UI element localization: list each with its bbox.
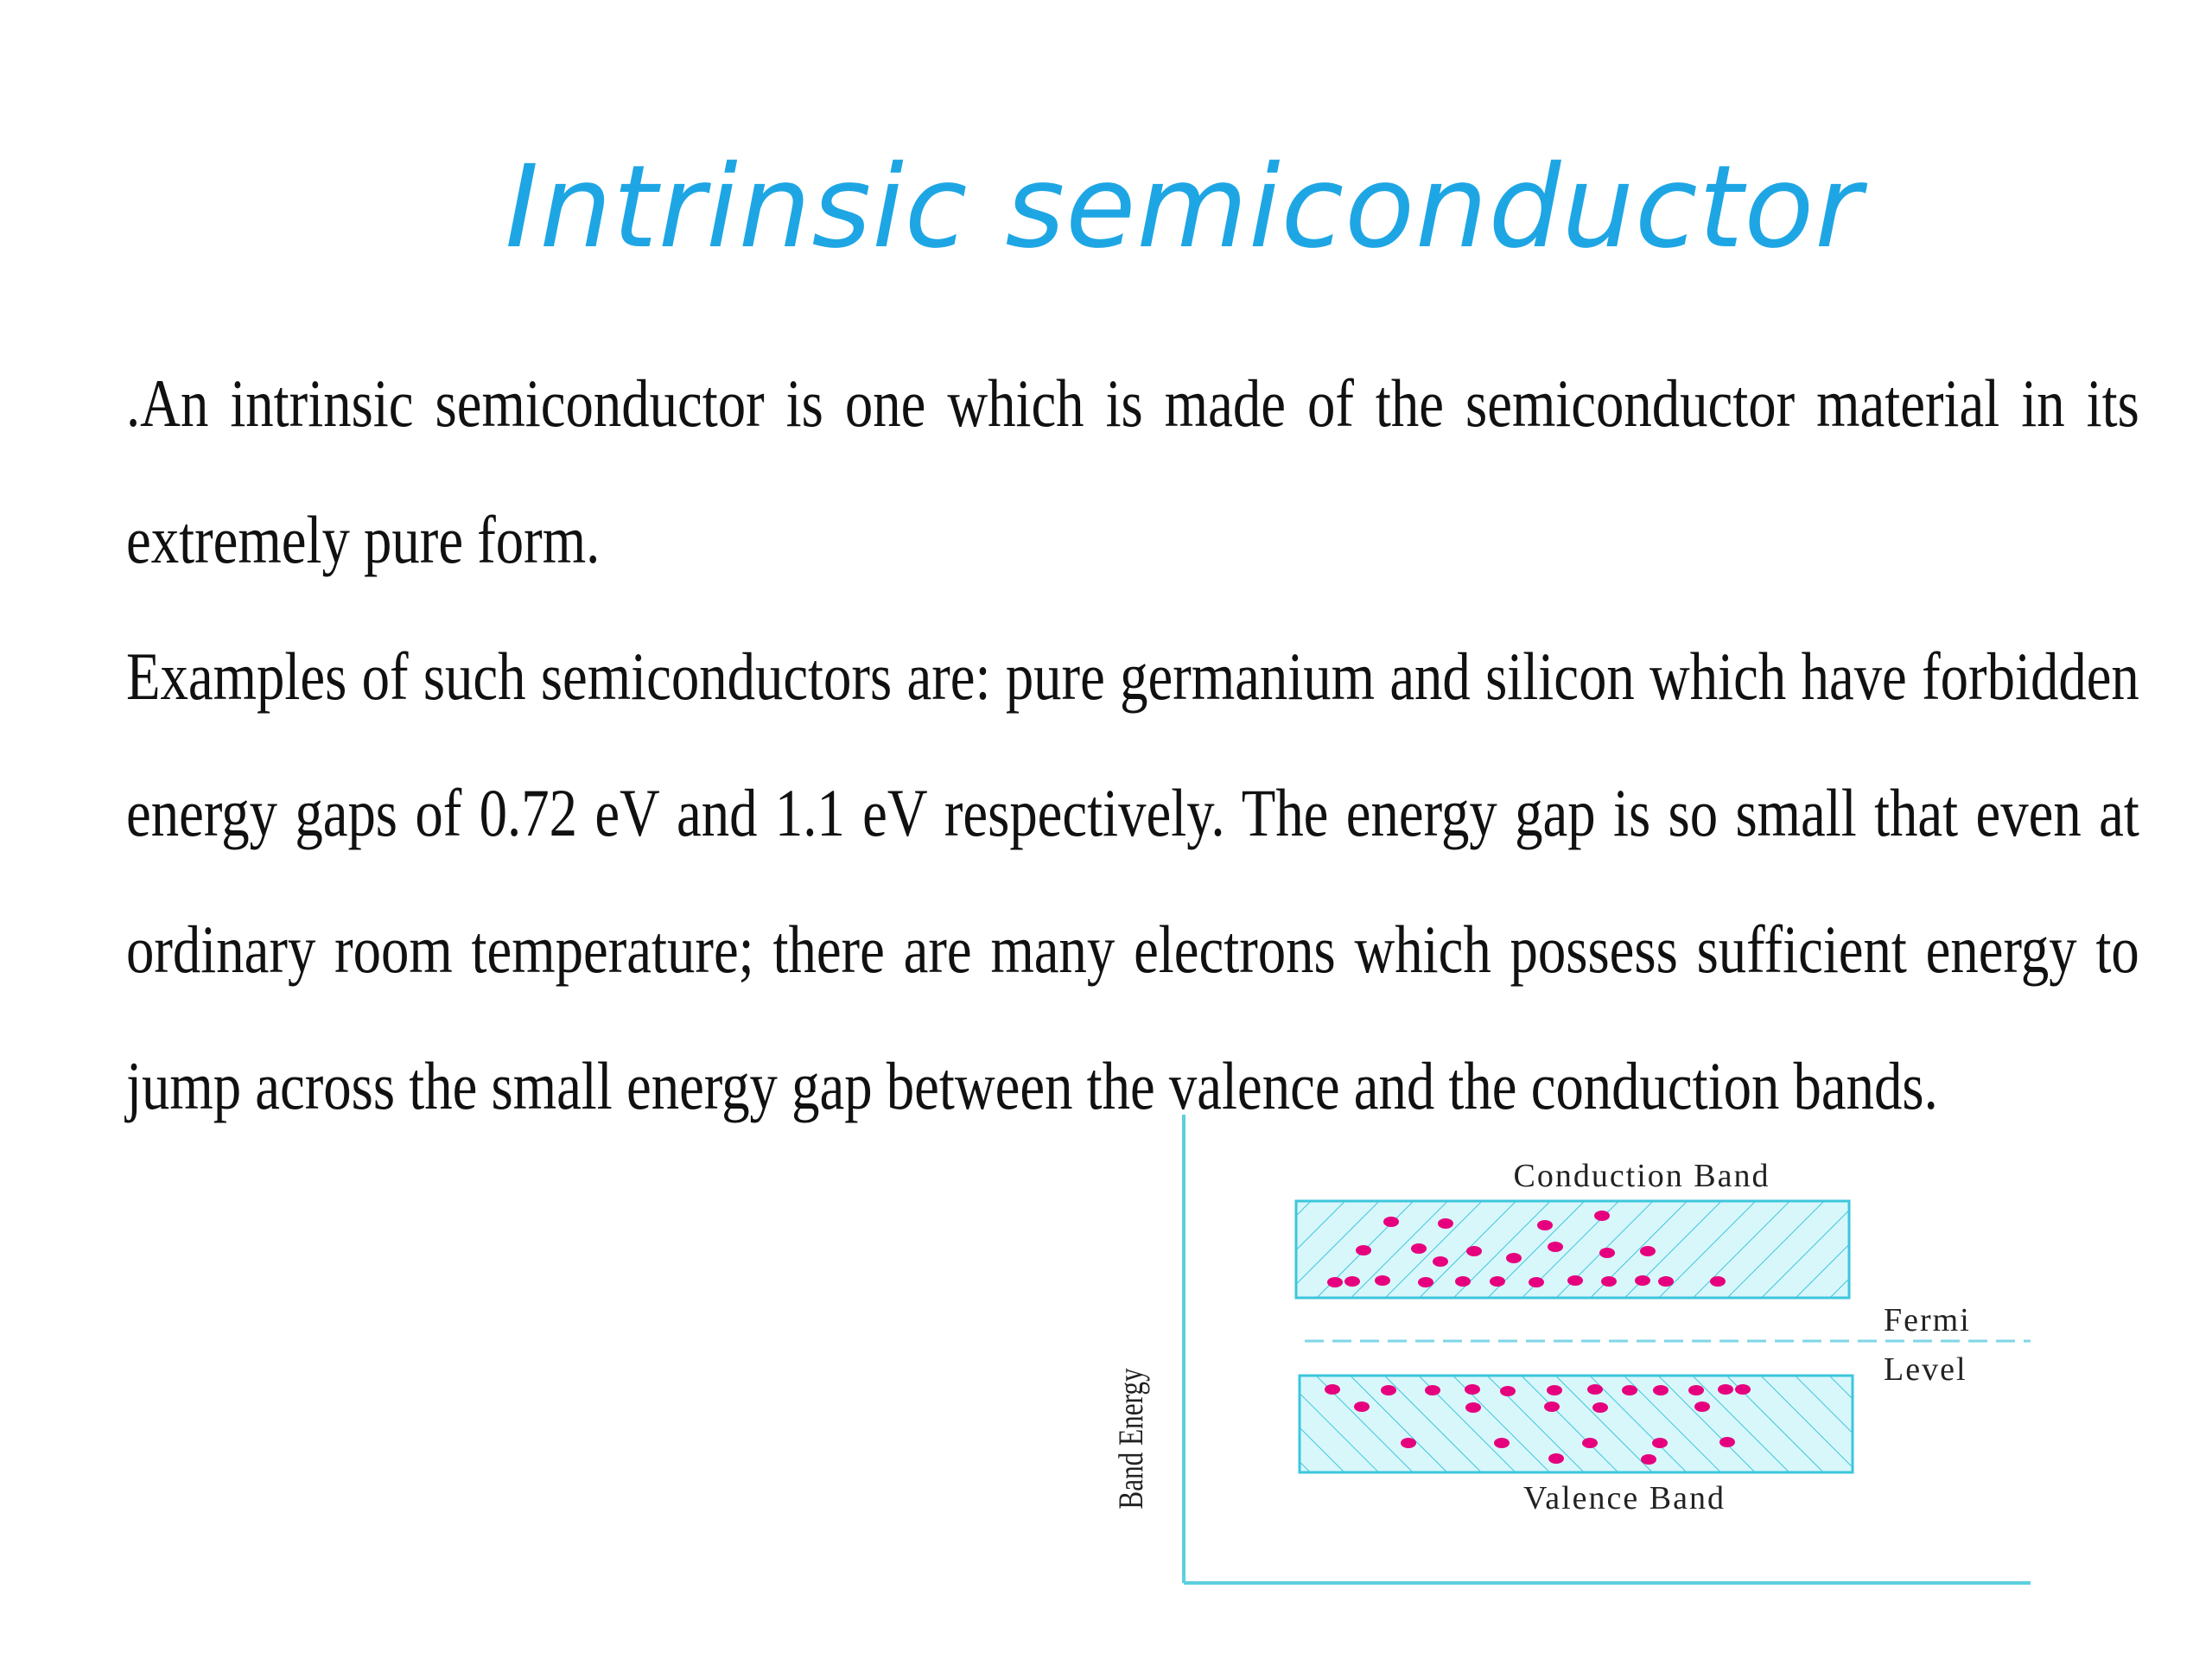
- electron-dot: [1735, 1384, 1751, 1395]
- electron-dot: [1465, 1402, 1481, 1413]
- paragraph-definition: .An intrinsic semiconductor is one which is made of the semiconductor material in its extremely pure form.: [126, 365, 2139, 577]
- band-energy-diagram: [1089, 1115, 2056, 1599]
- electron-dot: [1537, 1220, 1553, 1230]
- electron-dot: [1418, 1277, 1433, 1287]
- electron-dot: [1500, 1386, 1516, 1396]
- electron-dot: [1494, 1438, 1510, 1448]
- electron-dot: [1601, 1276, 1617, 1287]
- electron-dot: [1599, 1248, 1615, 1258]
- valence-band-label: Valence Band: [1523, 1480, 1726, 1516]
- paragraph-examples: Examples of such semiconductors are: pure germanium and silicon which have forbidden energy gaps of 0.72 eV and 1.1 eV respectively. The energy gap is so small that even at ordinary room temperature; there are many electrons which possess sufficient energy to jump across the small energy gap between the valence and the conduction bands.: [126, 639, 2139, 1123]
- electron-dot: [1592, 1402, 1608, 1413]
- electron-dot: [1506, 1253, 1522, 1263]
- electron-dot: [1529, 1277, 1544, 1287]
- electron-dot: [1381, 1385, 1396, 1395]
- electron-dot: [1658, 1276, 1674, 1287]
- electron-dot: [1438, 1218, 1453, 1229]
- electron-dot: [1622, 1385, 1637, 1395]
- electron-dot: [1401, 1438, 1416, 1448]
- electron-dot: [1356, 1245, 1371, 1255]
- electron-dot: [1327, 1277, 1343, 1287]
- electron-dot: [1455, 1276, 1471, 1287]
- electron-dot: [1325, 1384, 1340, 1395]
- electron-dot: [1587, 1384, 1603, 1395]
- electron-dot: [1411, 1243, 1427, 1254]
- electron-dot: [1490, 1276, 1505, 1287]
- electron-dot: [1710, 1276, 1726, 1287]
- electron-dot: [1718, 1384, 1733, 1395]
- electron-dot: [1344, 1276, 1360, 1287]
- electron-dot: [1544, 1402, 1560, 1412]
- electron-dot: [1548, 1242, 1563, 1252]
- fermi-label-line1: Fermi: [1884, 1302, 1971, 1338]
- electron-dot: [1375, 1275, 1390, 1286]
- electron-dot: [1635, 1275, 1650, 1286]
- fermi-label-line2: Level: [1884, 1351, 1967, 1388]
- conduction-band-label: Conduction Band: [1513, 1158, 1770, 1194]
- electron-dot: [1548, 1453, 1564, 1464]
- electron-dot: [1433, 1256, 1448, 1267]
- electron-dot: [1688, 1385, 1704, 1395]
- electron-dot: [1425, 1385, 1440, 1395]
- body-text: [126, 335, 2139, 1154]
- electron-dot: [1641, 1454, 1656, 1465]
- electron-dot: [1465, 1384, 1480, 1395]
- electron-dot: [1582, 1438, 1598, 1448]
- electron-dot: [1466, 1246, 1482, 1256]
- electron-dot: [1694, 1402, 1710, 1412]
- electron-dot: [1354, 1402, 1370, 1412]
- y-axis-label: Band Energy: [1111, 1368, 1150, 1510]
- band-diagram-svg: [1089, 1115, 2056, 1599]
- electron-dot: [1719, 1437, 1735, 1447]
- electron-dot: [1652, 1438, 1668, 1448]
- electron-dot: [1547, 1385, 1562, 1395]
- electron-dot: [1640, 1246, 1656, 1256]
- electron-dot: [1567, 1275, 1583, 1286]
- slide-title: Intrinsic semiconductor: [505, 141, 1863, 274]
- electron-dot: [1653, 1385, 1669, 1395]
- electron-dot: [1594, 1211, 1610, 1221]
- electron-dot: [1383, 1217, 1399, 1227]
